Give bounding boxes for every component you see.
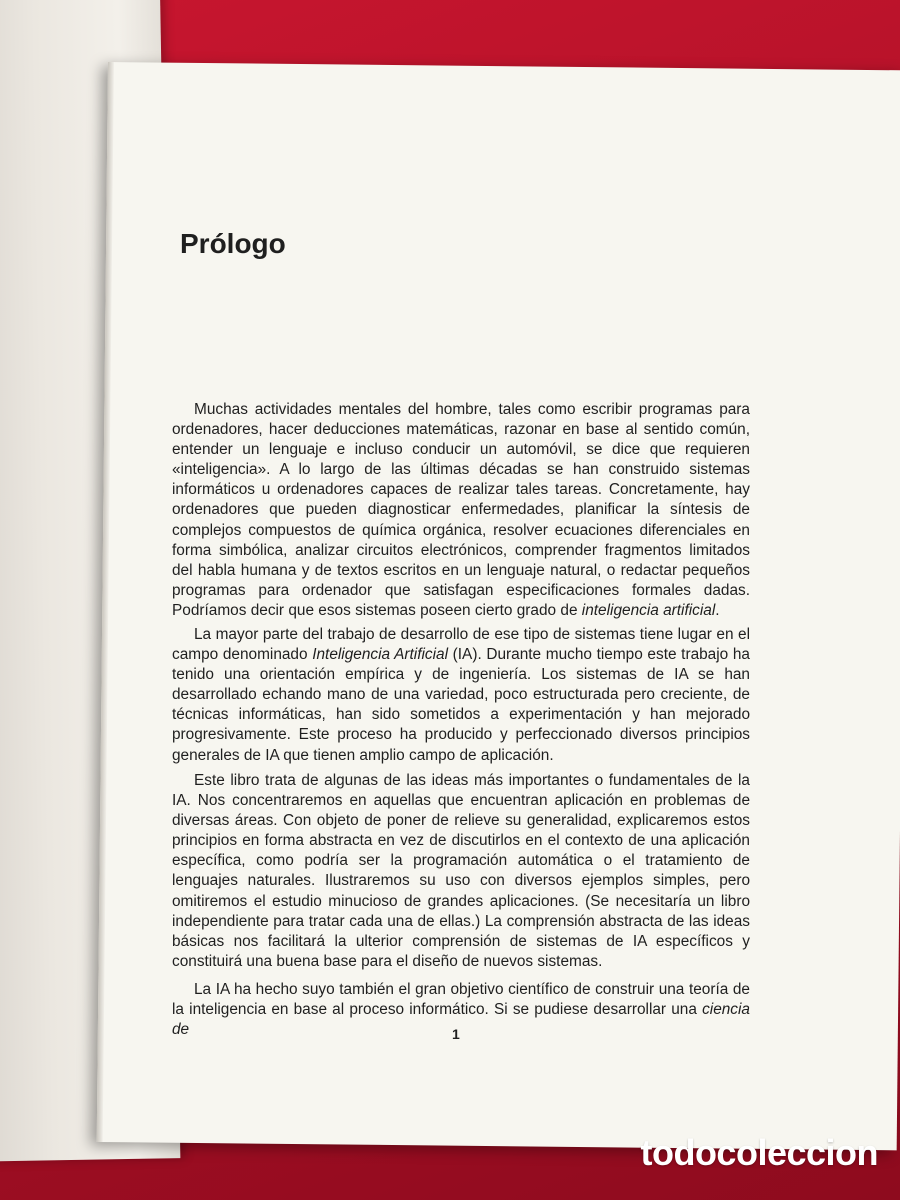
watermark-logo: todocoleccion — [640, 1132, 878, 1173]
paragraph-2-text: La mayor parte del trabajo de desarrollo de ese tipo de sistemas tiene lugar en el campo denominado — [172, 626, 750, 664]
paragraph-2-emphasis: Inteligencia Artificial — [312, 646, 449, 664]
paragraph-3-text: Este libro trata de algunas de las ideas más importantes o fundamentales de la IA. Nos concentraremos en aquellas que encuentran aplicación en problemas de diversas áreas. Con objeto de poner de relieve su generalidad, explicaremos estos principios en forma abstracta en vez de discutirlos en el contexto de una aplicación específica, como podría ser la programación automática o el tratamiento de lenguajes naturales. Ilustraremos su uso con diversos ejemplos simples, pero omitiremos el estudio minucioso de grandes aplicaciones. (Se necesitaría un libro independiente para tratar cada una de ellas.) La comprensión abstracta de las ideas básicas nos facilitará la ulterior comprensión de sistemas de IA específicos y constituirá una buena base para el diseño de nuevos sistemas. — [172, 772, 750, 970]
paragraph-2 — [172, 625, 750, 766]
paragraph-1-emphasis: inteligencia artificial — [581, 601, 716, 619]
paragraph-4 — [172, 980, 750, 1040]
paragraph-4-text: La IA ha hecho suyo también el gran objetivo científico de construir una teoría de la inteligencia en base al proceso informático. Si se pudiese desarrollar una — [172, 981, 750, 1019]
paragraph-3 — [172, 771, 750, 972]
chapter-title: Prólogo — [180, 228, 286, 259]
paragraph-2-end: (IA). Durante mucho tiempo este trabajo ha tenido una orientación empírica y de ingeniería. Los sistemas de IA se han desarrollado echando mano de una variedad, poco estructurada pero creciente, de técnicas informáticas, han sido sometidos a experimentación y han mejorado progresivamente. Este proceso ha producido y perfeccionado diversos principios generales de IA que tienen amplio campo de aplicación. — [172, 646, 750, 764]
page-number: 1 — [452, 1026, 460, 1042]
paragraph-1-end: . — [715, 601, 720, 619]
paragraph-1 — [172, 400, 750, 621]
paragraph-1-text: Muchas actividades mentales del hombre, tales como escribir programas para ordenadores, hacer deducciones matemáticas, razonar en base al sentido común, entender un lenguaje e incluso conducir un automóvil, se dice que requieren «inteligencia». A lo largo de las últimas décadas se han construido sistemas informáticos u ordenadores capaces de realizar tales tareas. Concretamente, hay ordenadores que pueden diagnosticar enfermedades, planificar la síntesis de complejos compuestos de química orgánica, resolver ecuaciones diferenciales en forma simbólica, analizar circuitos electrónicos, comprender fragmentos limitados del habla humana y de textos escritos en un lenguaje natural, o redactar pequeños programas para ordenador que satisfagan especificaciones formales dadas. Podríamos decir que esos sistemas poseen cierto grado de — [172, 401, 750, 619]
paragraph-4-emphasis: ciencia de — [172, 1001, 750, 1039]
